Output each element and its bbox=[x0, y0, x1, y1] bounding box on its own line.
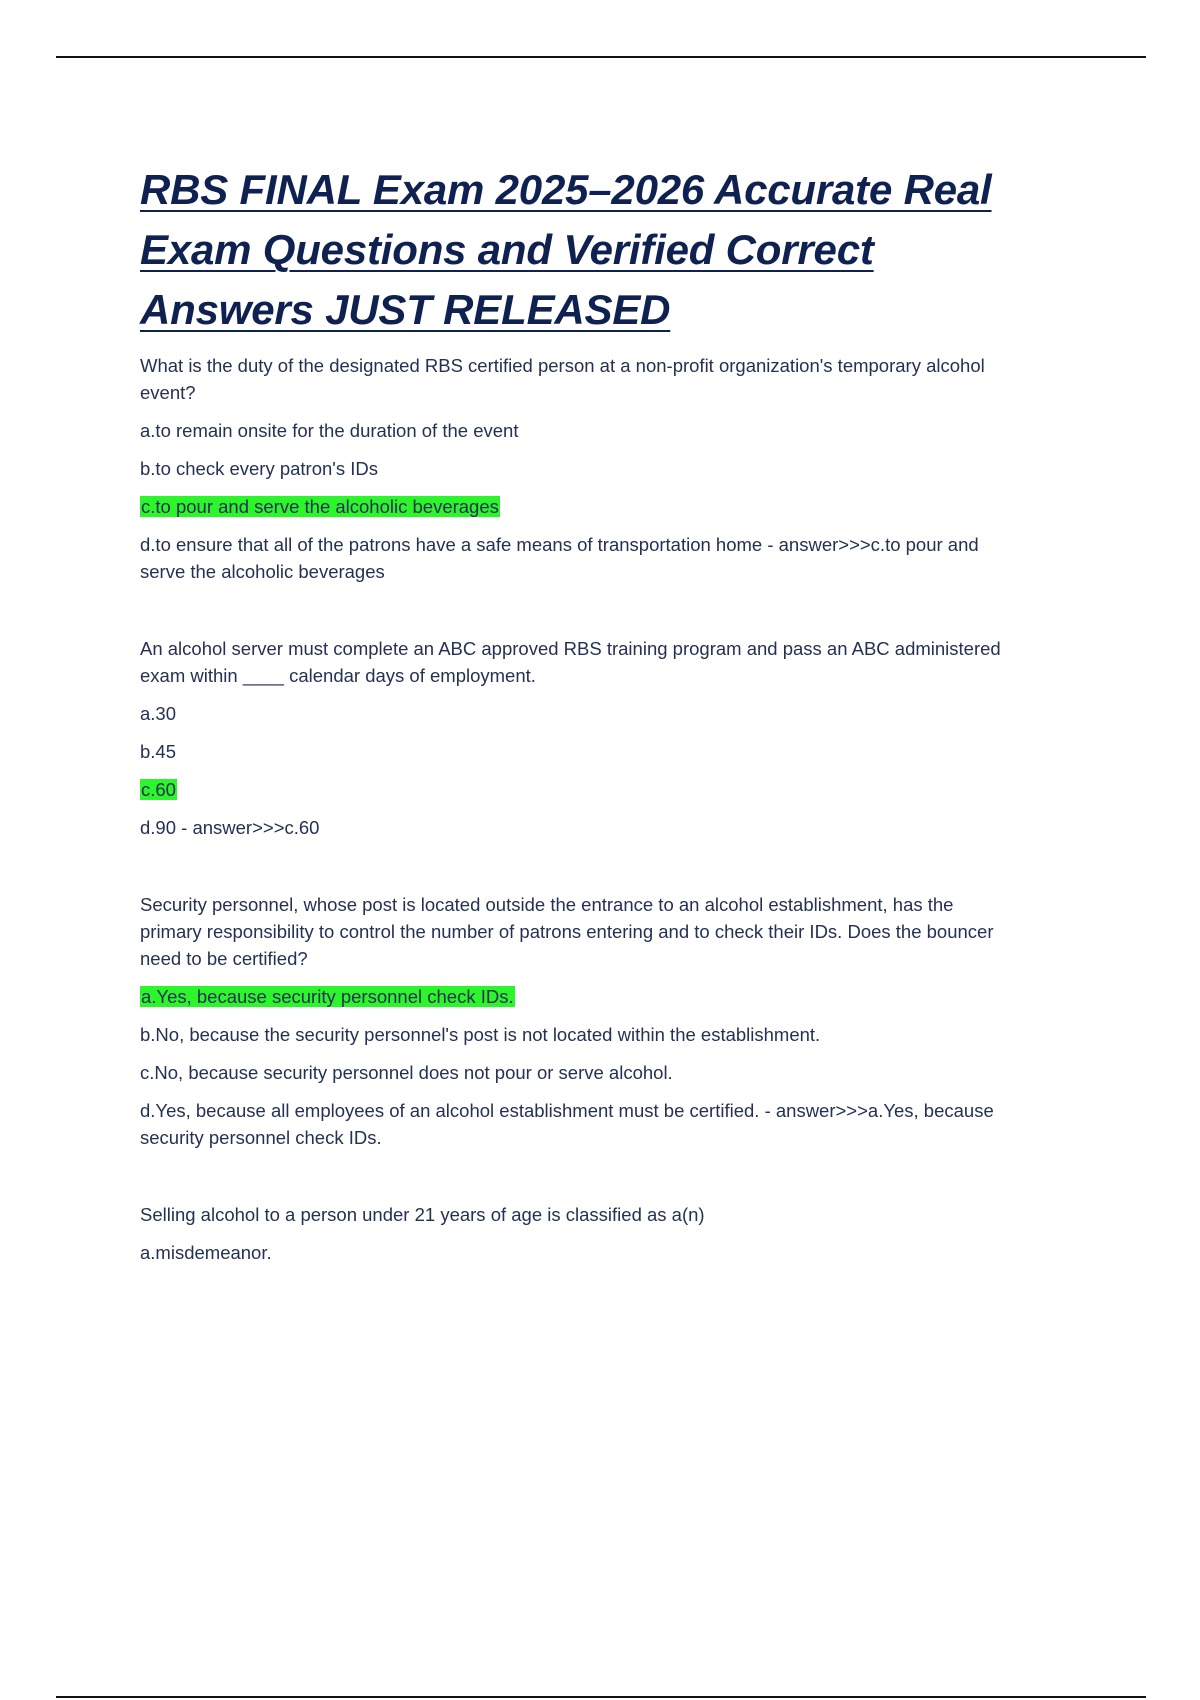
answer-option-d bbox=[140, 1097, 1020, 1151]
question-block-4 bbox=[140, 1201, 1020, 1266]
option-text: b.45 bbox=[140, 741, 177, 762]
option-text: c.No, because security personnel does not pour or serve alcohol. bbox=[140, 1062, 673, 1083]
answer-option-c-highlighted bbox=[140, 776, 1020, 803]
answer-option-b bbox=[140, 455, 1020, 482]
question-block-1 bbox=[140, 352, 1020, 585]
answer-option-c-highlighted bbox=[140, 493, 1020, 520]
question-block-2 bbox=[140, 635, 1020, 841]
option-text: a.misdemeanor. bbox=[140, 1242, 272, 1263]
document-body bbox=[140, 352, 1020, 1266]
option-text: d.to ensure that all of the patrons have a safe means of transportation home - answer>>>c.to pour and serve the alcoholic beverages bbox=[140, 534, 979, 582]
question-text: An alcohol server must complete an ABC approved RBS training program and pass an ABC administered exam within ____ calendar days of employment. bbox=[140, 638, 1001, 686]
document-title: RBS FINAL Exam 2025–2026 Accurate Real Exam Questions and Verified Correct Answers JUST RELEASED bbox=[140, 166, 992, 333]
option-text: b.to check every patron's IDs bbox=[140, 458, 378, 479]
option-text: b.No, because the security personnel's post is not located within the establishment. bbox=[140, 1024, 821, 1045]
option-text: d.90 - answer>>>c.60 bbox=[140, 817, 320, 838]
highlighted-correct-answer: c.60 bbox=[141, 779, 176, 800]
answer-option-b bbox=[140, 1021, 1020, 1048]
option-text: a.to remain onsite for the duration of the event bbox=[140, 420, 519, 441]
question-text: Security personnel, whose post is located outside the entrance to an alcohol establishment, has the primary responsibility to control the number of patrons entering and to check their IDs. Does the bouncer need to be certified? bbox=[140, 894, 994, 969]
answer-option-c bbox=[140, 1059, 1020, 1086]
answer-option-d bbox=[140, 814, 1020, 841]
highlighted-correct-answer: a.Yes, because security personnel check IDs. bbox=[141, 986, 514, 1007]
answer-option-a bbox=[140, 700, 1020, 727]
option-text: d.Yes, because all employees of an alcohol establishment must be certified. - answer>>>a.Yes, because security personnel check IDs. bbox=[140, 1100, 994, 1148]
answer-option-a-highlighted bbox=[140, 983, 1020, 1010]
answer-option-b bbox=[140, 738, 1020, 765]
bottom-rule bbox=[56, 1696, 1146, 1698]
question-block-3 bbox=[140, 891, 1020, 1151]
question-text: Selling alcohol to a person under 21 years of age is classified as a(n) bbox=[140, 1204, 705, 1225]
answer-option-d bbox=[140, 531, 1020, 585]
highlighted-correct-answer: c.to pour and serve the alcoholic beverages bbox=[141, 496, 499, 517]
option-text: a.30 bbox=[140, 703, 177, 724]
top-rule bbox=[56, 56, 1146, 58]
answer-option-a bbox=[140, 417, 1020, 444]
answer-option-a bbox=[140, 1239, 1020, 1266]
question-text: What is the duty of the designated RBS certified person at a non-profit organization's temporary alcohol event? bbox=[140, 355, 985, 403]
